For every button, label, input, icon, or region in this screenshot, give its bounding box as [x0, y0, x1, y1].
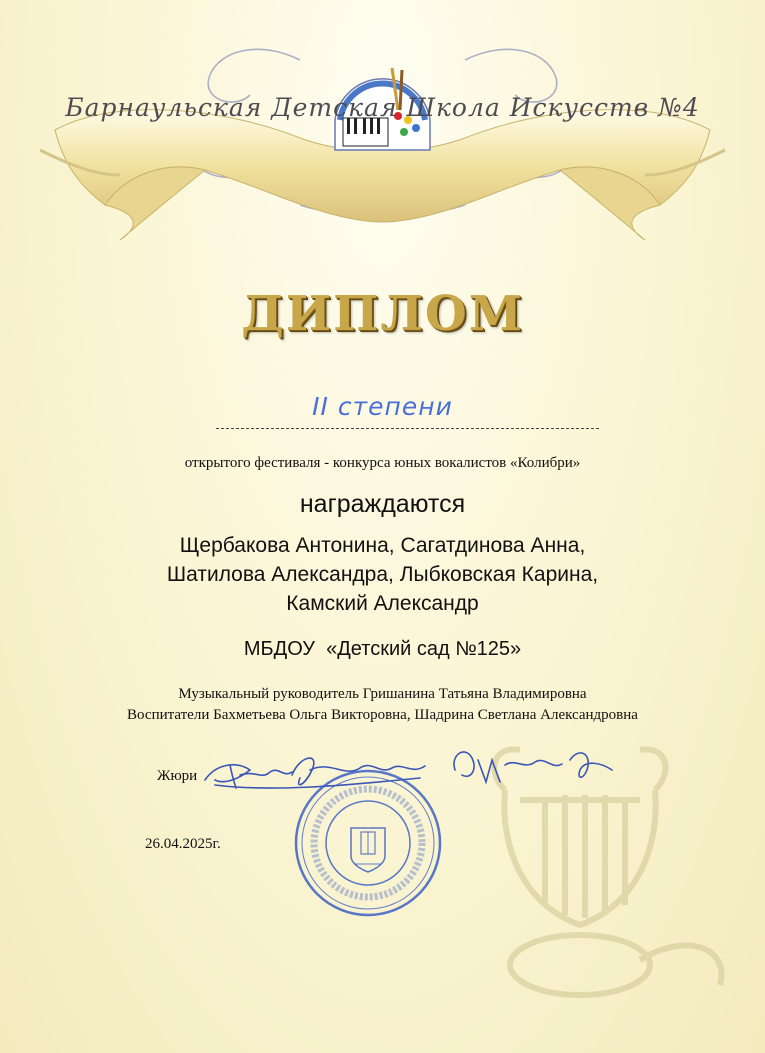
festival-name: открытого фестиваля - конкурса юных вокалистов «Колибри» [184, 455, 581, 471]
school-name: Барнаульская Детская Школа Искусств №4 [65, 93, 700, 122]
degree-handwritten: II степени [312, 392, 453, 421]
recipients-line: Щербакова Антонина, Сагатдинова Анна, [179, 534, 586, 557]
dashed-underline [216, 428, 599, 429]
round-seal-icon [293, 768, 443, 918]
teachers-line: Воспитатели Бахметьева Ольга Викторовна, Шадрина Светлана Александровна [127, 707, 638, 723]
diploma-title: ДИПЛОМ [241, 286, 524, 342]
recipients-line: Камский Александр [286, 592, 479, 615]
issue-date: 26.04.2025г. [145, 836, 221, 852]
jury-label: Жюри [157, 768, 198, 784]
recipients-list [0, 531, 765, 618]
recipients-line: Шатилова Александра, Лыбковская Карина, [166, 563, 599, 586]
staff-block [0, 684, 765, 726]
awarded-heading: награждаются [299, 490, 466, 518]
lyre-watermark-icon [494, 749, 721, 995]
music-director-line: Музыкальный руководитель Гришанина Татьяна Владимировна [178, 686, 587, 702]
organization-name: МБДОУ «Детский сад №125» [243, 638, 522, 660]
